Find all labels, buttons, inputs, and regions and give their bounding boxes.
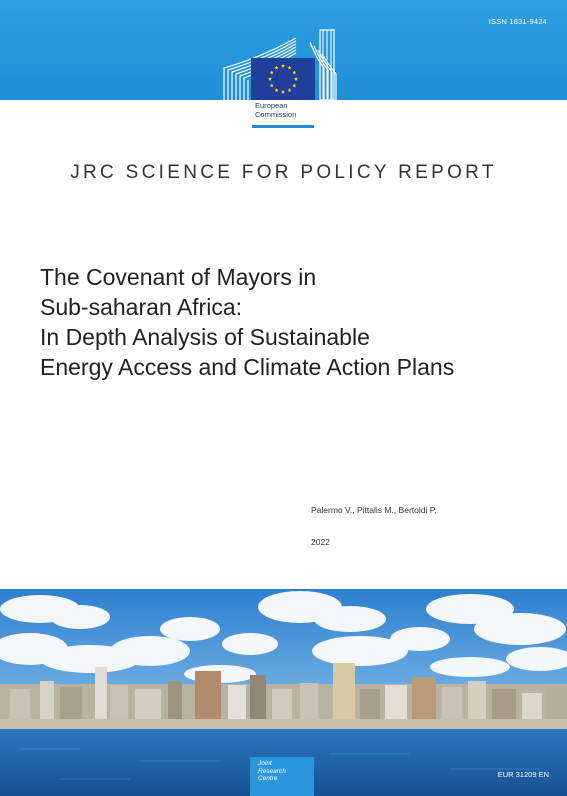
ec-logo-text xyxy=(255,101,296,119)
logo-underline xyxy=(252,125,314,128)
jrc-line: Joint xyxy=(258,760,272,767)
jrc-line: Centre xyxy=(258,775,278,782)
report-title xyxy=(40,262,540,382)
title-line: Energy Access and Climate Action Plans xyxy=(40,354,455,380)
report-type: JRC SCIENCE FOR POLICY REPORT xyxy=(70,162,497,183)
issn-number: ISSN 1831-9424 xyxy=(488,17,547,26)
publication-year: 2022 xyxy=(311,537,330,547)
european-commission-logo xyxy=(220,28,340,132)
jrc-logo-box xyxy=(250,757,314,796)
title-line: In Depth Analysis of Sustainable xyxy=(40,324,370,350)
title-line: The Covenant of Mayors in xyxy=(40,264,317,290)
ec-logo-line: European xyxy=(255,101,288,110)
authors: Palermo V., Pittalis M., Bertoldi P. xyxy=(311,505,437,515)
ec-logo-line: Commission xyxy=(255,110,297,119)
eur-number: EUR 31209 EN xyxy=(497,770,549,779)
title-line: Sub-saharan Africa: xyxy=(40,294,243,320)
jrc-line: Research xyxy=(258,767,286,775)
